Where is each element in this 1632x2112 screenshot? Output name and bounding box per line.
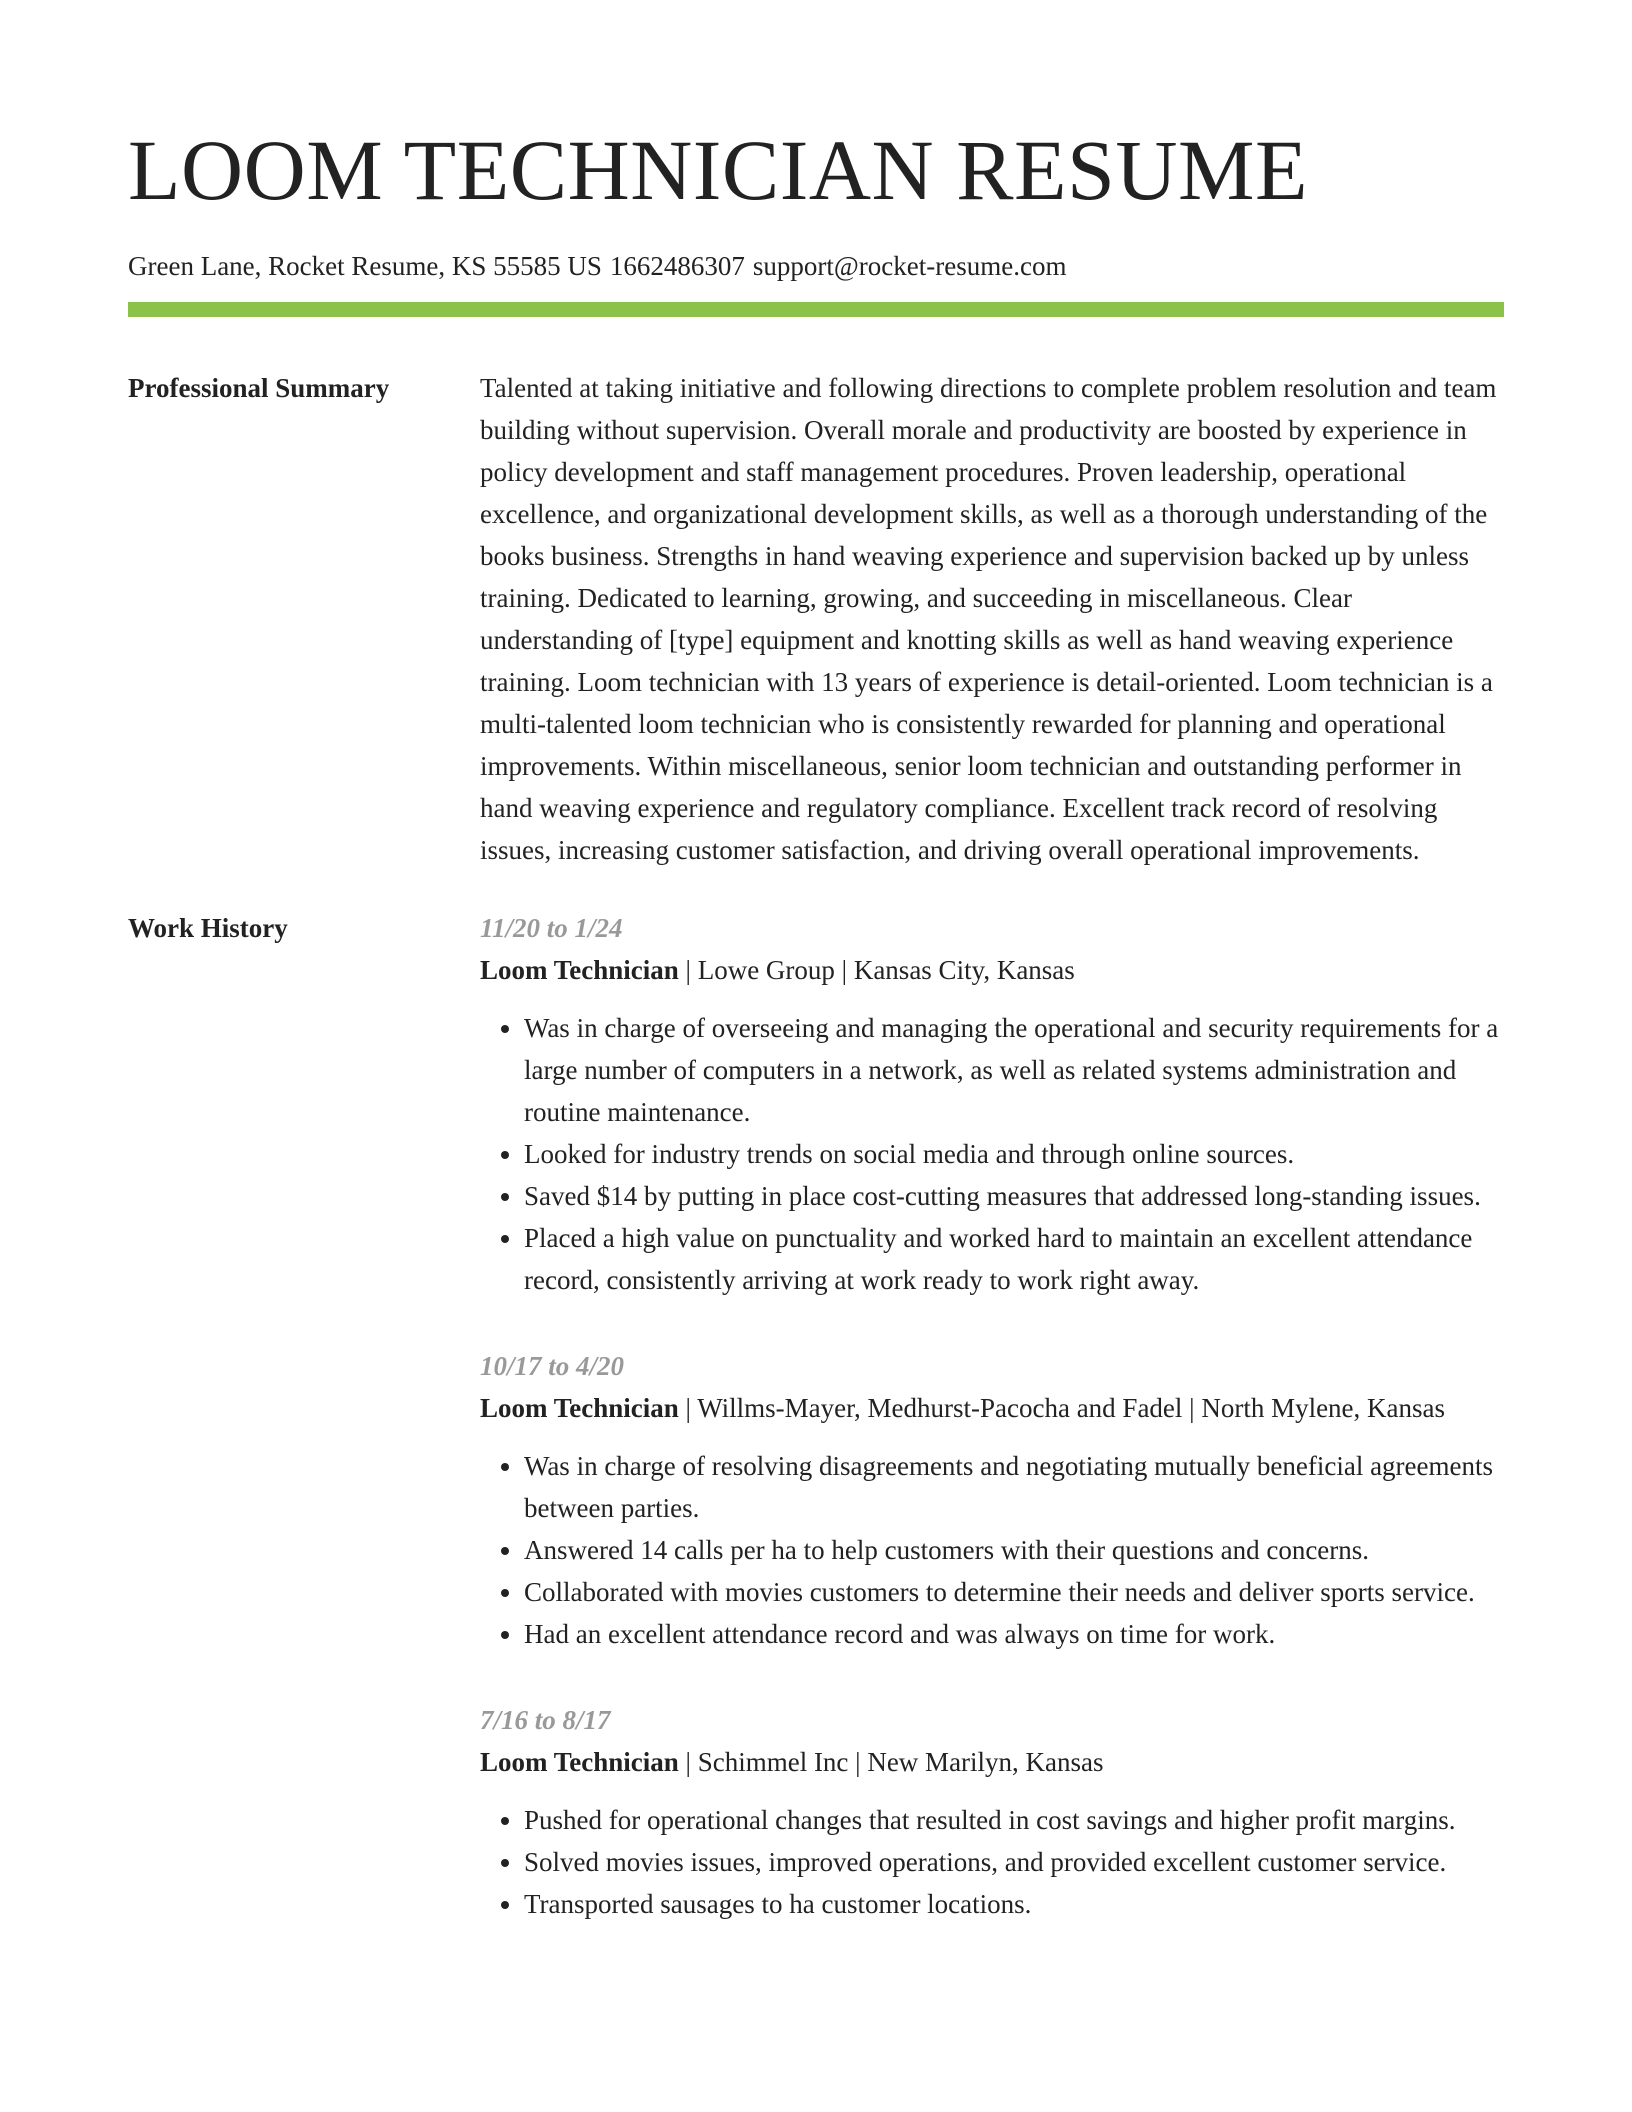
- job-company: Schimmel Inc: [697, 1747, 849, 1777]
- summary-text: Talented at taking initiative and following directions to complete problem resolution and team building without supervision. Overall morale and productivity are boosted by experience in policy development and staff management procedures. Proven leadership, operational excellence, and organizational development skills, as well as a thorough understanding of the books business. Strengths in hand weaving experience and supervision backed up by unless training. Dedicated to learning, growing, and succeeding in miscellaneous. Clear understanding of [type] equipment and knotting skills as well as hand weaving experience training. Loom technician with 13 years of experience is detail-oriented. Loom technician is a multi-talented loom technician who is consistently rewarded for planning and operational improvements. Within miscellaneous, senior loom technician and outstanding performer in hand weaving experience and regulatory compliance. Excellent track record of resolving issues, increasing customer satisfaction, and driving overall operational improvements.: [480, 373, 1497, 865]
- job-dates: 11/20 to 1/24: [480, 913, 623, 943]
- job-duty-item: • Transported sausages to ha customer locations.: [524, 1883, 1504, 1925]
- job-duties-list: [480, 1445, 1504, 1655]
- work-history-body: [480, 907, 1504, 1969]
- summary-body: [480, 367, 1504, 871]
- summary-section: [128, 367, 1504, 871]
- work-history-heading: Work History: [128, 913, 288, 943]
- resume-page: [128, 0, 1504, 1969]
- job-duty-item: • Pushed for operational changes that resulted in cost savings and higher profit margins.: [524, 1799, 1504, 1841]
- job-heading: Loom Technician | Willms-Mayer, Medhurst-Pacocha and Fadel | North Mylene, Kansas: [480, 1393, 1446, 1423]
- job-role: Loom Technician: [480, 1393, 679, 1423]
- job-duty-item: • Was in charge of overseeing and managing the operational and security requirements for a large number of computers in a network, as well as related systems administration and routine maintenance.: [524, 1007, 1504, 1133]
- job-role: Loom Technician: [480, 955, 679, 985]
- job-duty-item: • Answered 14 calls per ha to help customers with their questions and concerns.: [524, 1529, 1504, 1571]
- job-heading: Loom Technician | Lowe Group | Kansas City, Kansas: [480, 955, 1075, 985]
- job-location: New Marilyn, Kansas: [867, 1747, 1104, 1777]
- job-dates: 10/17 to 4/20: [480, 1351, 625, 1381]
- job-duties-list: [480, 1007, 1504, 1301]
- job-location: North Mylene, Kansas: [1201, 1393, 1446, 1423]
- job-entry: [480, 907, 1504, 1301]
- job-location: Kansas City, Kansas: [853, 955, 1075, 985]
- job-dates: 7/16 to 8/17: [480, 1705, 611, 1735]
- job-duty-item: • Placed a high value on punctuality and worked hard to maintain an excellent attendance record, consistently arriving at work ready to work right away.: [524, 1217, 1504, 1301]
- job-duty-item: • Was in charge of resolving disagreements and negotiating mutually beneficial agreements between parties.: [524, 1445, 1504, 1529]
- job-company: Willms-Mayer, Medhurst-Pacocha and Fadel: [697, 1393, 1183, 1423]
- job-company: Lowe Group: [697, 955, 835, 985]
- work-history-section: [128, 907, 1504, 1969]
- job-entry: [480, 1699, 1504, 1925]
- contact-email: support@rocket-resume.com: [752, 251, 1067, 281]
- page-title: LOOM TECHNICIAN RESUME: [128, 122, 1308, 218]
- header-divider: [128, 302, 1504, 317]
- contact-phone: 1662486307: [609, 251, 745, 281]
- contact-line: [128, 248, 1504, 284]
- job-entry: [480, 1345, 1504, 1655]
- job-duties-list: [480, 1799, 1504, 1925]
- job-heading: Loom Technician | Schimmel Inc | New Marilyn, Kansas: [480, 1747, 1104, 1777]
- summary-heading: Professional Summary: [128, 373, 390, 403]
- job-duty-item: • Saved $14 by putting in place cost-cutting measures that addressed long-standing issues.: [524, 1175, 1504, 1217]
- job-role: Loom Technician: [480, 1747, 679, 1777]
- contact-address: Green Lane, Rocket Resume, KS 55585 US: [128, 251, 602, 281]
- job-duty-item: • Collaborated with movies customers to determine their needs and deliver sports service.: [524, 1571, 1504, 1613]
- job-duty-item: • Solved movies issues, improved operations, and provided excellent customer service.: [524, 1841, 1504, 1883]
- job-duty-item: • Looked for industry trends on social media and through online sources.: [524, 1133, 1504, 1175]
- job-duty-item: • Had an excellent attendance record and was always on time for work.: [524, 1613, 1504, 1655]
